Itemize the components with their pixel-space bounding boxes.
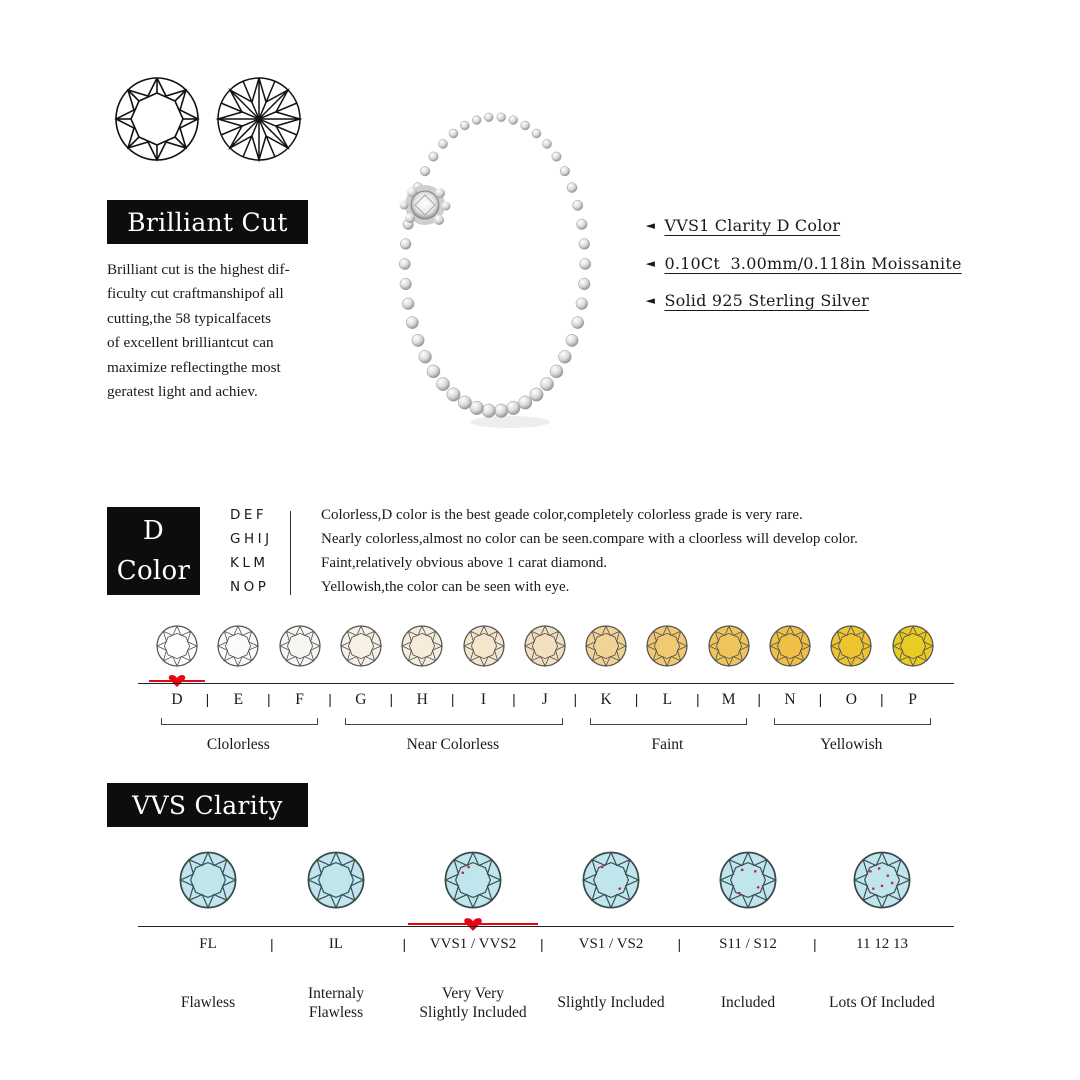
clarity-grade-label <box>138 993 278 1012</box>
color-stone-p-icon <box>892 625 934 667</box>
description-line: geratest light and achiev. <box>107 383 258 401</box>
ring-bead <box>458 396 471 409</box>
ring-bead <box>572 317 584 329</box>
group-bracket <box>345 718 563 725</box>
ring-bead <box>573 200 583 210</box>
ring-bead <box>497 113 506 122</box>
ring-bead <box>460 121 469 130</box>
scale-separator: | <box>879 691 884 707</box>
clarity-label-line: Slightly Included <box>557 994 665 1011</box>
grade-description: Nearly colorless,almost no color can be seen.compare with a cloorless will develop color. <box>321 531 858 547</box>
ring-bead <box>427 365 440 378</box>
ring-bead <box>559 350 572 363</box>
ring-bead <box>577 219 588 230</box>
clarity-grade-label <box>266 984 406 1022</box>
grade-divider <box>290 511 291 595</box>
grade-description: Colorless,D color is the best geade color,completely colorless grade is very rare. <box>321 507 803 523</box>
ring-bead <box>566 334 578 346</box>
selected-heart-icon <box>463 917 483 932</box>
ring-bead <box>402 298 414 310</box>
color-grade-letter: P <box>908 691 917 708</box>
ring-band <box>399 113 591 418</box>
selected-heart-icon <box>168 674 186 688</box>
clarity-stone-icon <box>719 851 777 909</box>
color-grade-letter: L <box>662 691 673 708</box>
spec-text: Solid 925 Sterling Silver <box>664 291 869 310</box>
scale-separator: | <box>757 691 761 707</box>
scale-separator: | <box>450 691 455 707</box>
brilliant-cut-bottom-view-icon <box>215 75 303 163</box>
clarity-stone-icon <box>307 851 365 909</box>
ring-bead <box>436 378 449 391</box>
color-grade-letter: H <box>416 691 428 708</box>
color-stone-n-icon <box>769 625 811 667</box>
clarity-label-line: Included <box>720 994 776 1011</box>
ring-bead <box>530 388 543 401</box>
clarity-grade-label <box>541 993 681 1012</box>
color-grade-letter: E <box>233 691 244 708</box>
scale-separator: | <box>634 691 639 707</box>
clarity-grade-code: FL <box>199 936 217 952</box>
ring-bead <box>412 334 424 346</box>
color-stone-f-icon <box>279 625 321 667</box>
color-grade-letter: D <box>171 691 183 708</box>
color-stone-o-icon <box>830 625 872 667</box>
scale-separator: | <box>266 691 271 707</box>
color-stone-j-icon <box>524 625 566 667</box>
scale-separator: | <box>677 936 682 952</box>
ring-bead <box>472 116 481 125</box>
description-line: maximize reflectingthe most <box>107 358 281 376</box>
color-stone-e-icon <box>217 625 259 667</box>
brilliant-cut-top-view-icon <box>113 75 201 163</box>
ring-bead <box>519 396 532 409</box>
description-line: cutting,the 58 typicalfacets <box>107 309 272 327</box>
ring-bead <box>567 183 577 193</box>
d-color-title-line1: D <box>142 516 165 546</box>
ring-bead <box>576 298 588 310</box>
scale-separator: | <box>270 936 274 952</box>
group-bracket <box>590 718 747 725</box>
scale-separator: | <box>205 691 210 707</box>
pointer-arrow-icon: ◄ <box>645 257 655 270</box>
color-scale-baseline <box>138 683 954 684</box>
clarity-grade-code: VS1 / VS2 <box>578 936 644 952</box>
ring-bead <box>447 388 460 401</box>
ring-bead <box>560 166 570 176</box>
ring-bead <box>399 258 410 269</box>
scale-separator: | <box>389 691 394 707</box>
ring-bead <box>406 317 418 329</box>
clarity-grade-code: S11 / S12 <box>719 936 777 952</box>
clarity-scale-baseline <box>138 926 954 927</box>
ring-bead <box>542 139 551 148</box>
grade-row-ghij <box>230 531 858 547</box>
clarity-grade-label <box>678 993 818 1012</box>
ring-bead <box>552 152 561 161</box>
ring-bead <box>532 129 541 138</box>
pointer-arrow-icon: ◄ <box>645 219 655 232</box>
spec-item-material <box>646 291 869 310</box>
color-stone-m-icon <box>708 625 750 667</box>
grade-code: DEF <box>230 507 268 523</box>
vvs-clarity-title: VVS Clarity <box>107 783 308 827</box>
ring-bead <box>509 116 518 125</box>
scale-separator: | <box>813 936 817 952</box>
clarity-label-line: Internaly <box>308 985 364 1002</box>
scale-separator: | <box>573 691 578 707</box>
pointer-arrow-icon: ◄ <box>645 294 655 307</box>
color-group-label: Yellowish <box>820 736 883 753</box>
spec-item-size <box>646 254 962 273</box>
scale-separator: | <box>512 691 516 707</box>
ring-bead <box>580 258 591 269</box>
clarity-stone-icon <box>582 851 640 909</box>
clarity-stone-icon <box>853 851 911 909</box>
clarity-label-line: Flawless <box>308 1004 364 1021</box>
description-line: of excellent brilliantcut can <box>107 334 274 352</box>
ring-bead <box>494 404 508 418</box>
brilliant-cut-title: Brilliant Cut <box>107 200 308 244</box>
scale-separator: | <box>328 691 332 707</box>
ring-bead <box>420 166 430 176</box>
color-stone-g-icon <box>340 625 382 667</box>
ring-bead <box>579 239 590 250</box>
clarity-label-line: Very Very <box>441 985 505 1002</box>
ring-bead <box>550 365 563 378</box>
ring-bead <box>579 278 591 290</box>
scale-separator: | <box>402 936 407 952</box>
color-grade-letter: M <box>721 691 736 708</box>
ring-bead <box>400 278 412 290</box>
ring-bead <box>429 152 438 161</box>
ring-center-stone <box>400 185 451 225</box>
ring-bead <box>449 129 458 138</box>
color-group-label: Near Colorless <box>406 736 500 753</box>
clarity-label-line: Slightly Included <box>419 1004 527 1021</box>
color-grade-letter: G <box>355 691 367 708</box>
grade-description: Faint,relatively obvious above 1 carat diamond. <box>321 555 608 571</box>
spec-text: VVS1 Clarity D Color <box>664 216 841 235</box>
color-stone-k-icon <box>585 625 627 667</box>
color-grade-letter: O <box>845 691 857 708</box>
description-line: ficulty cut craftmanshipof all <box>107 285 284 303</box>
grade-row-def <box>230 507 803 523</box>
color-grade-letter: F <box>295 691 304 708</box>
color-stone-l-icon <box>646 625 688 667</box>
grade-code: NOP <box>230 579 270 595</box>
ring-bead <box>484 113 493 122</box>
description-line: Brilliant cut is the highest dif- <box>107 261 290 278</box>
ring-bead <box>507 401 521 415</box>
color-grade-letter: N <box>784 691 796 708</box>
spec-text: 0.10Ct 3.00mm/0.118in Moissanite <box>664 254 962 273</box>
color-stone-d-icon <box>156 625 198 667</box>
color-grade-letter: K <box>600 691 612 708</box>
color-stone-i-icon <box>463 625 505 667</box>
ring-bead <box>470 401 484 415</box>
clarity-stone-icon <box>179 851 237 909</box>
clarity-label-line: Lots Of Included <box>829 994 935 1011</box>
clarity-grade-code: 11 12 13 <box>856 936 908 952</box>
d-color-title <box>107 507 200 595</box>
clarity-label-line: Flawless <box>180 994 236 1011</box>
color-grade-letter: I <box>480 691 487 708</box>
grade-code: GHIJ <box>230 531 273 547</box>
scale-separator: | <box>696 691 700 707</box>
clarity-grade-code: IL <box>328 936 344 952</box>
ring-bead <box>419 350 432 363</box>
brilliant-cut-description <box>107 258 327 404</box>
grade-row-nop <box>230 579 570 595</box>
clarity-grade-label <box>812 993 952 1012</box>
grade-description: Yellowish,the color can be seen with eye. <box>321 579 570 595</box>
d-color-title-line2: Color <box>116 556 191 586</box>
clarity-grade-label <box>403 984 543 1022</box>
color-stone-h-icon <box>401 625 443 667</box>
ring-bead <box>482 404 496 418</box>
color-group-label: Faint <box>651 736 684 753</box>
scale-separator: | <box>540 936 544 952</box>
color-group-label: Clolorless <box>206 736 270 753</box>
scale-separator: | <box>818 691 823 707</box>
grade-row-klm <box>230 555 608 571</box>
ring-bead <box>438 139 447 148</box>
clarity-stone-icon <box>444 851 502 909</box>
ring-bead <box>400 239 411 250</box>
group-bracket <box>774 718 931 725</box>
ring-product-image <box>370 92 620 437</box>
grade-code: KLM <box>230 555 269 571</box>
spec-item-clarity <box>646 216 840 235</box>
color-grade-letter: J <box>541 691 548 708</box>
group-bracket <box>161 718 318 725</box>
ring-bead <box>540 378 553 391</box>
clarity-grade-code: VVS1 / VVS2 <box>429 936 517 952</box>
ring-bead <box>521 121 530 130</box>
